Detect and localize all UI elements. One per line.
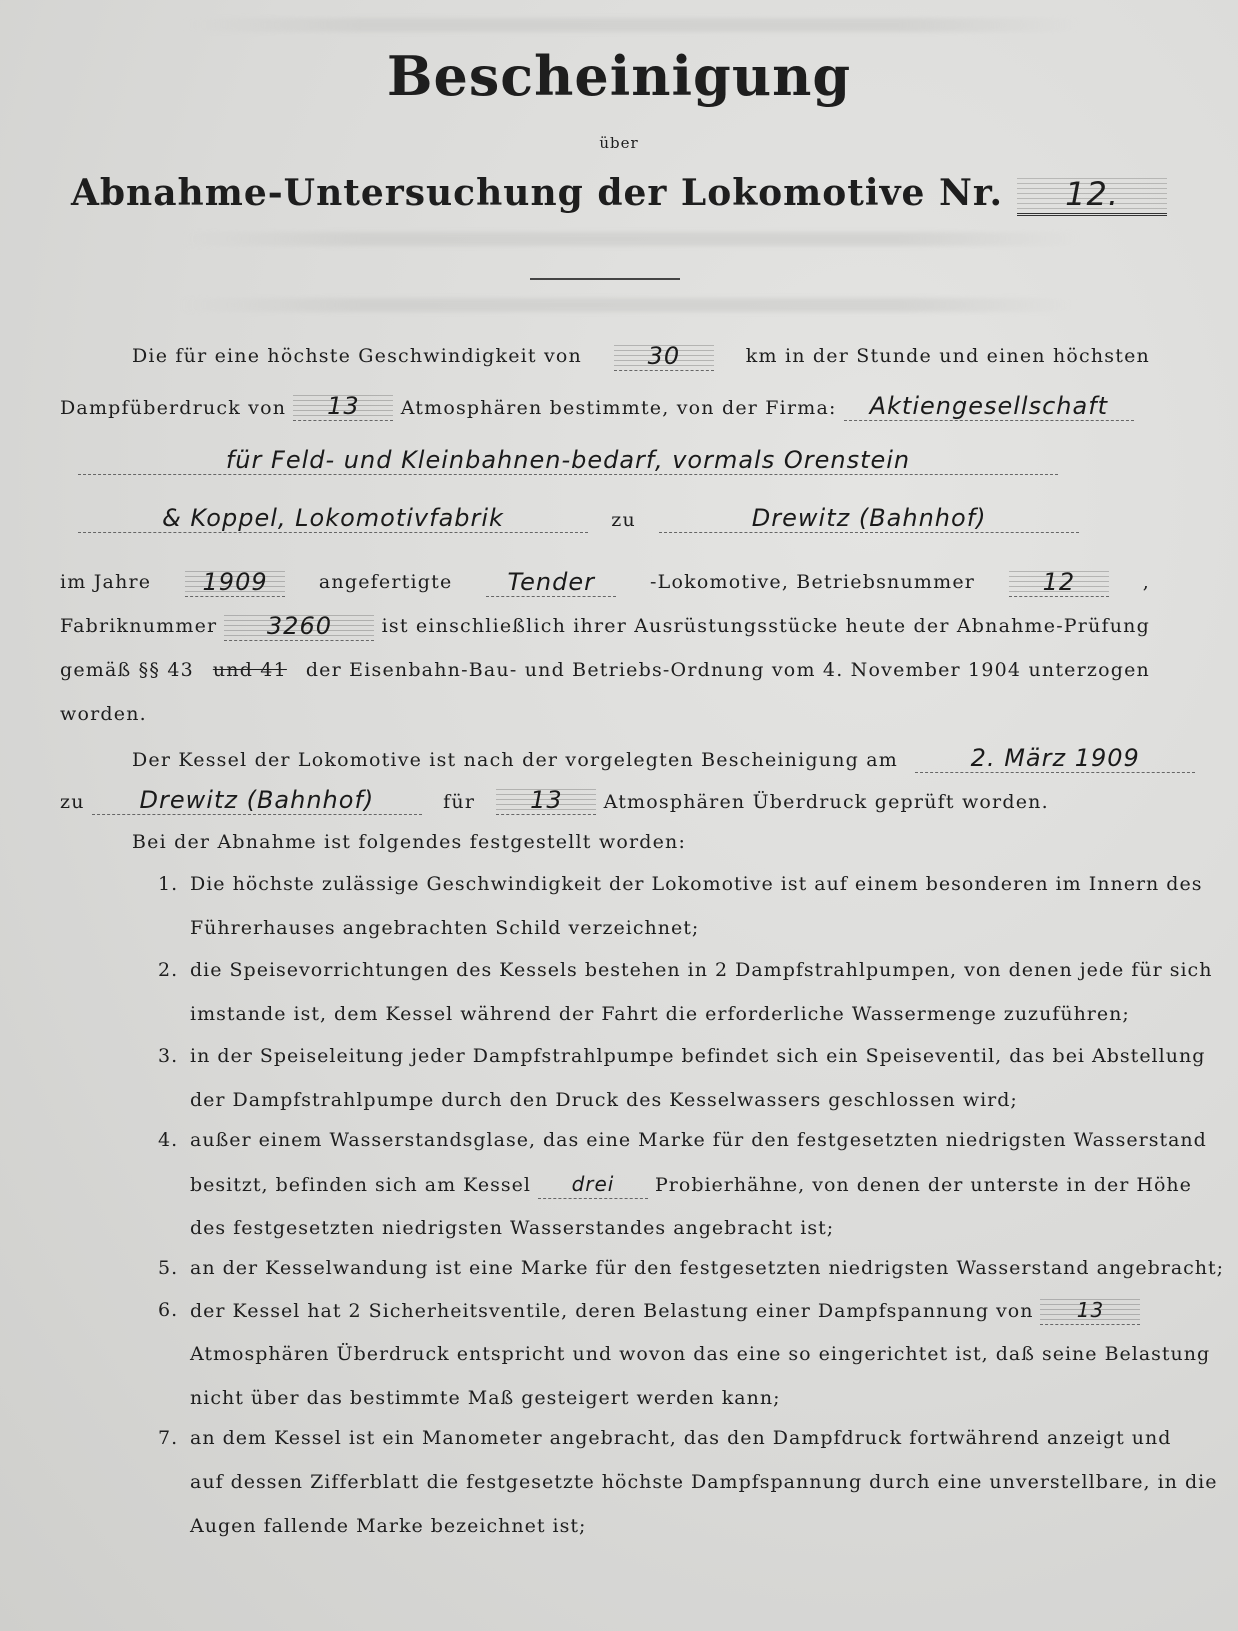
item-text: Führerhauses angebrachten Schild verzeichnet; [190, 917, 700, 939]
bleed-through [180, 18, 1080, 32]
p3: Bei der Abnahme ist folgendes festgestellt worden: [132, 831, 687, 853]
text: gemäß §§ 43 [60, 659, 194, 681]
firm-field-1: Aktiengesellschaft [844, 392, 1134, 421]
op-number-field: 12 [1009, 568, 1109, 597]
bleed-through [180, 232, 1080, 246]
document-title: Bescheinigung [386, 44, 852, 108]
text: besitzt, befinden sich am Kessel [190, 1174, 531, 1196]
item-text: in der Speiseleitung jeder Dampfstrahlpumpe befindet sich ein Speiseventil, das bei Abstellung [190, 1045, 1206, 1067]
text: Probierhähne, von denen der unterste in der Höhe [655, 1174, 1192, 1196]
text: zu [611, 509, 636, 531]
text: zu [60, 791, 85, 813]
text: der Eisenbahn-Bau- und Betriebs-Ordnung vom 4. November 1904 unterzogen [305, 659, 1150, 681]
loco-type-field: Tender [486, 568, 616, 597]
text: Dampfüberdruck von [60, 397, 287, 419]
item-text: nicht über das bestimmte Maß gesteigert werden kann; [190, 1387, 781, 1409]
p1-line8: worden. [60, 703, 147, 725]
factory-number-field: 3260 [224, 612, 374, 641]
item-text: der Dampfstrahlpumpe durch den Druck des Kesselwassers geschlossen wird; [190, 1089, 1018, 1111]
pressure-field: 13 [496, 786, 596, 815]
item-text-with-field [190, 1170, 1192, 1199]
place-field: Drewitz (Bahnhof) [92, 786, 422, 815]
item-number: 4. [158, 1129, 179, 1151]
item-text: die Speisevorrichtungen des Kessels bestehen in 2 Dampfstrahlpumpen, von denen jede für sich [190, 959, 1213, 981]
firm-field-3: & Koppel, Lokomotivfabrik [78, 504, 588, 533]
text: Atmosphären bestimmte, von der Firma: [400, 397, 837, 419]
p1-line1 [132, 342, 1150, 371]
text: -Lokomotive, Betriebsnummer [650, 571, 976, 593]
loco-number-field: 12. [1017, 175, 1167, 216]
item-text: auf dessen Zifferblatt die festgesetzte höchste Dampfspannung durch eine unverstellbare, in die [190, 1471, 1218, 1493]
item-number: 6. [158, 1299, 179, 1321]
item-number: 3. [158, 1045, 179, 1067]
item-number: 1. [158, 873, 179, 895]
p1-line3 [78, 446, 1168, 476]
count-field: drei [538, 1170, 648, 1199]
struck-text: und 41 [212, 659, 287, 681]
text: , [1142, 571, 1150, 593]
item-number: 5. [158, 1257, 179, 1279]
speed-field: 30 [614, 342, 714, 371]
item-text: außer einem Wasserstandsglase, das eine Marke für den festgesetzten niedrigsten Wasserstand [190, 1129, 1207, 1151]
pressure-field: 13 [293, 392, 393, 421]
item-text: imstande ist, dem Kessel während der Fahrt die erforderliche Wassermenge zuzuführen; [190, 1003, 1130, 1025]
text: Der Kessel der Lokomotive ist nach der vorgelegten Bescheinigung am [132, 749, 898, 771]
item-text: an dem Kessel ist ein Manometer angebracht, das den Dampfdruck fortwährend anzeigt und [190, 1427, 1172, 1449]
p1-line4 [78, 504, 1168, 534]
text: angefertigte [318, 571, 453, 593]
item-text: Atmosphären Überdruck entspricht und wovon das eine so eingerichtet ist, daß seine Belastung [190, 1343, 1211, 1365]
text: Fabriknummer [60, 615, 218, 637]
year-field: 1909 [185, 568, 285, 597]
item-text: Die höchste zulässige Geschwindigkeit der Lokomotive ist auf einem besonderen im Innern des [190, 873, 1203, 895]
text: der Kessel hat 2 Sicherheitsventile, deren Belastung einer Dampfspannung von [190, 1300, 1034, 1322]
p1-line5 [60, 568, 1150, 597]
text: für [443, 791, 476, 813]
p1-line2 [60, 392, 1150, 422]
text: ist einschließlich ihrer Ausrüstungsstücke heute der Abnahme-Prüfung [381, 615, 1150, 637]
document-subtitle: über [599, 134, 639, 152]
item-text: an der Kesselwandung ist eine Marke für den festgesetzten niedrigsten Wasserstand angebracht; [190, 1257, 1225, 1279]
p2-line1 [132, 744, 1150, 774]
item-text-with-field [190, 1296, 1140, 1325]
p1-line7 [60, 656, 1150, 684]
firm-field-2: für Feld- und Kleinbahnen-bedarf, vormals Orenstein [78, 446, 1058, 475]
text: Die für eine höchste Geschwindigkeit von [132, 345, 582, 367]
p1-line6 [60, 612, 1150, 641]
document-heading [0, 172, 1238, 216]
item-number: 2. [158, 959, 179, 981]
text: im Jahre [60, 571, 152, 593]
divider [530, 278, 680, 280]
text: km in der Stunde und einen höchsten [745, 345, 1150, 367]
date-field: 2. März 1909 [915, 744, 1195, 773]
p2-line2 [60, 786, 1150, 816]
pressure-field: 13 [1040, 1296, 1140, 1325]
item-number: 7. [158, 1427, 179, 1449]
bleed-through [180, 298, 1080, 312]
text: Atmosphären Überdruck geprüft worden. [603, 791, 1049, 813]
item-text: des festgesetzten niedrigsten Wasserstandes angebracht ist; [190, 1217, 835, 1239]
place-field: Drewitz (Bahnhof) [659, 504, 1079, 533]
item-text: Augen fallende Marke bezeichnet ist; [190, 1515, 587, 1537]
heading-text: Abnahme-Untersuchung der Lokomotive Nr. [70, 172, 1004, 214]
